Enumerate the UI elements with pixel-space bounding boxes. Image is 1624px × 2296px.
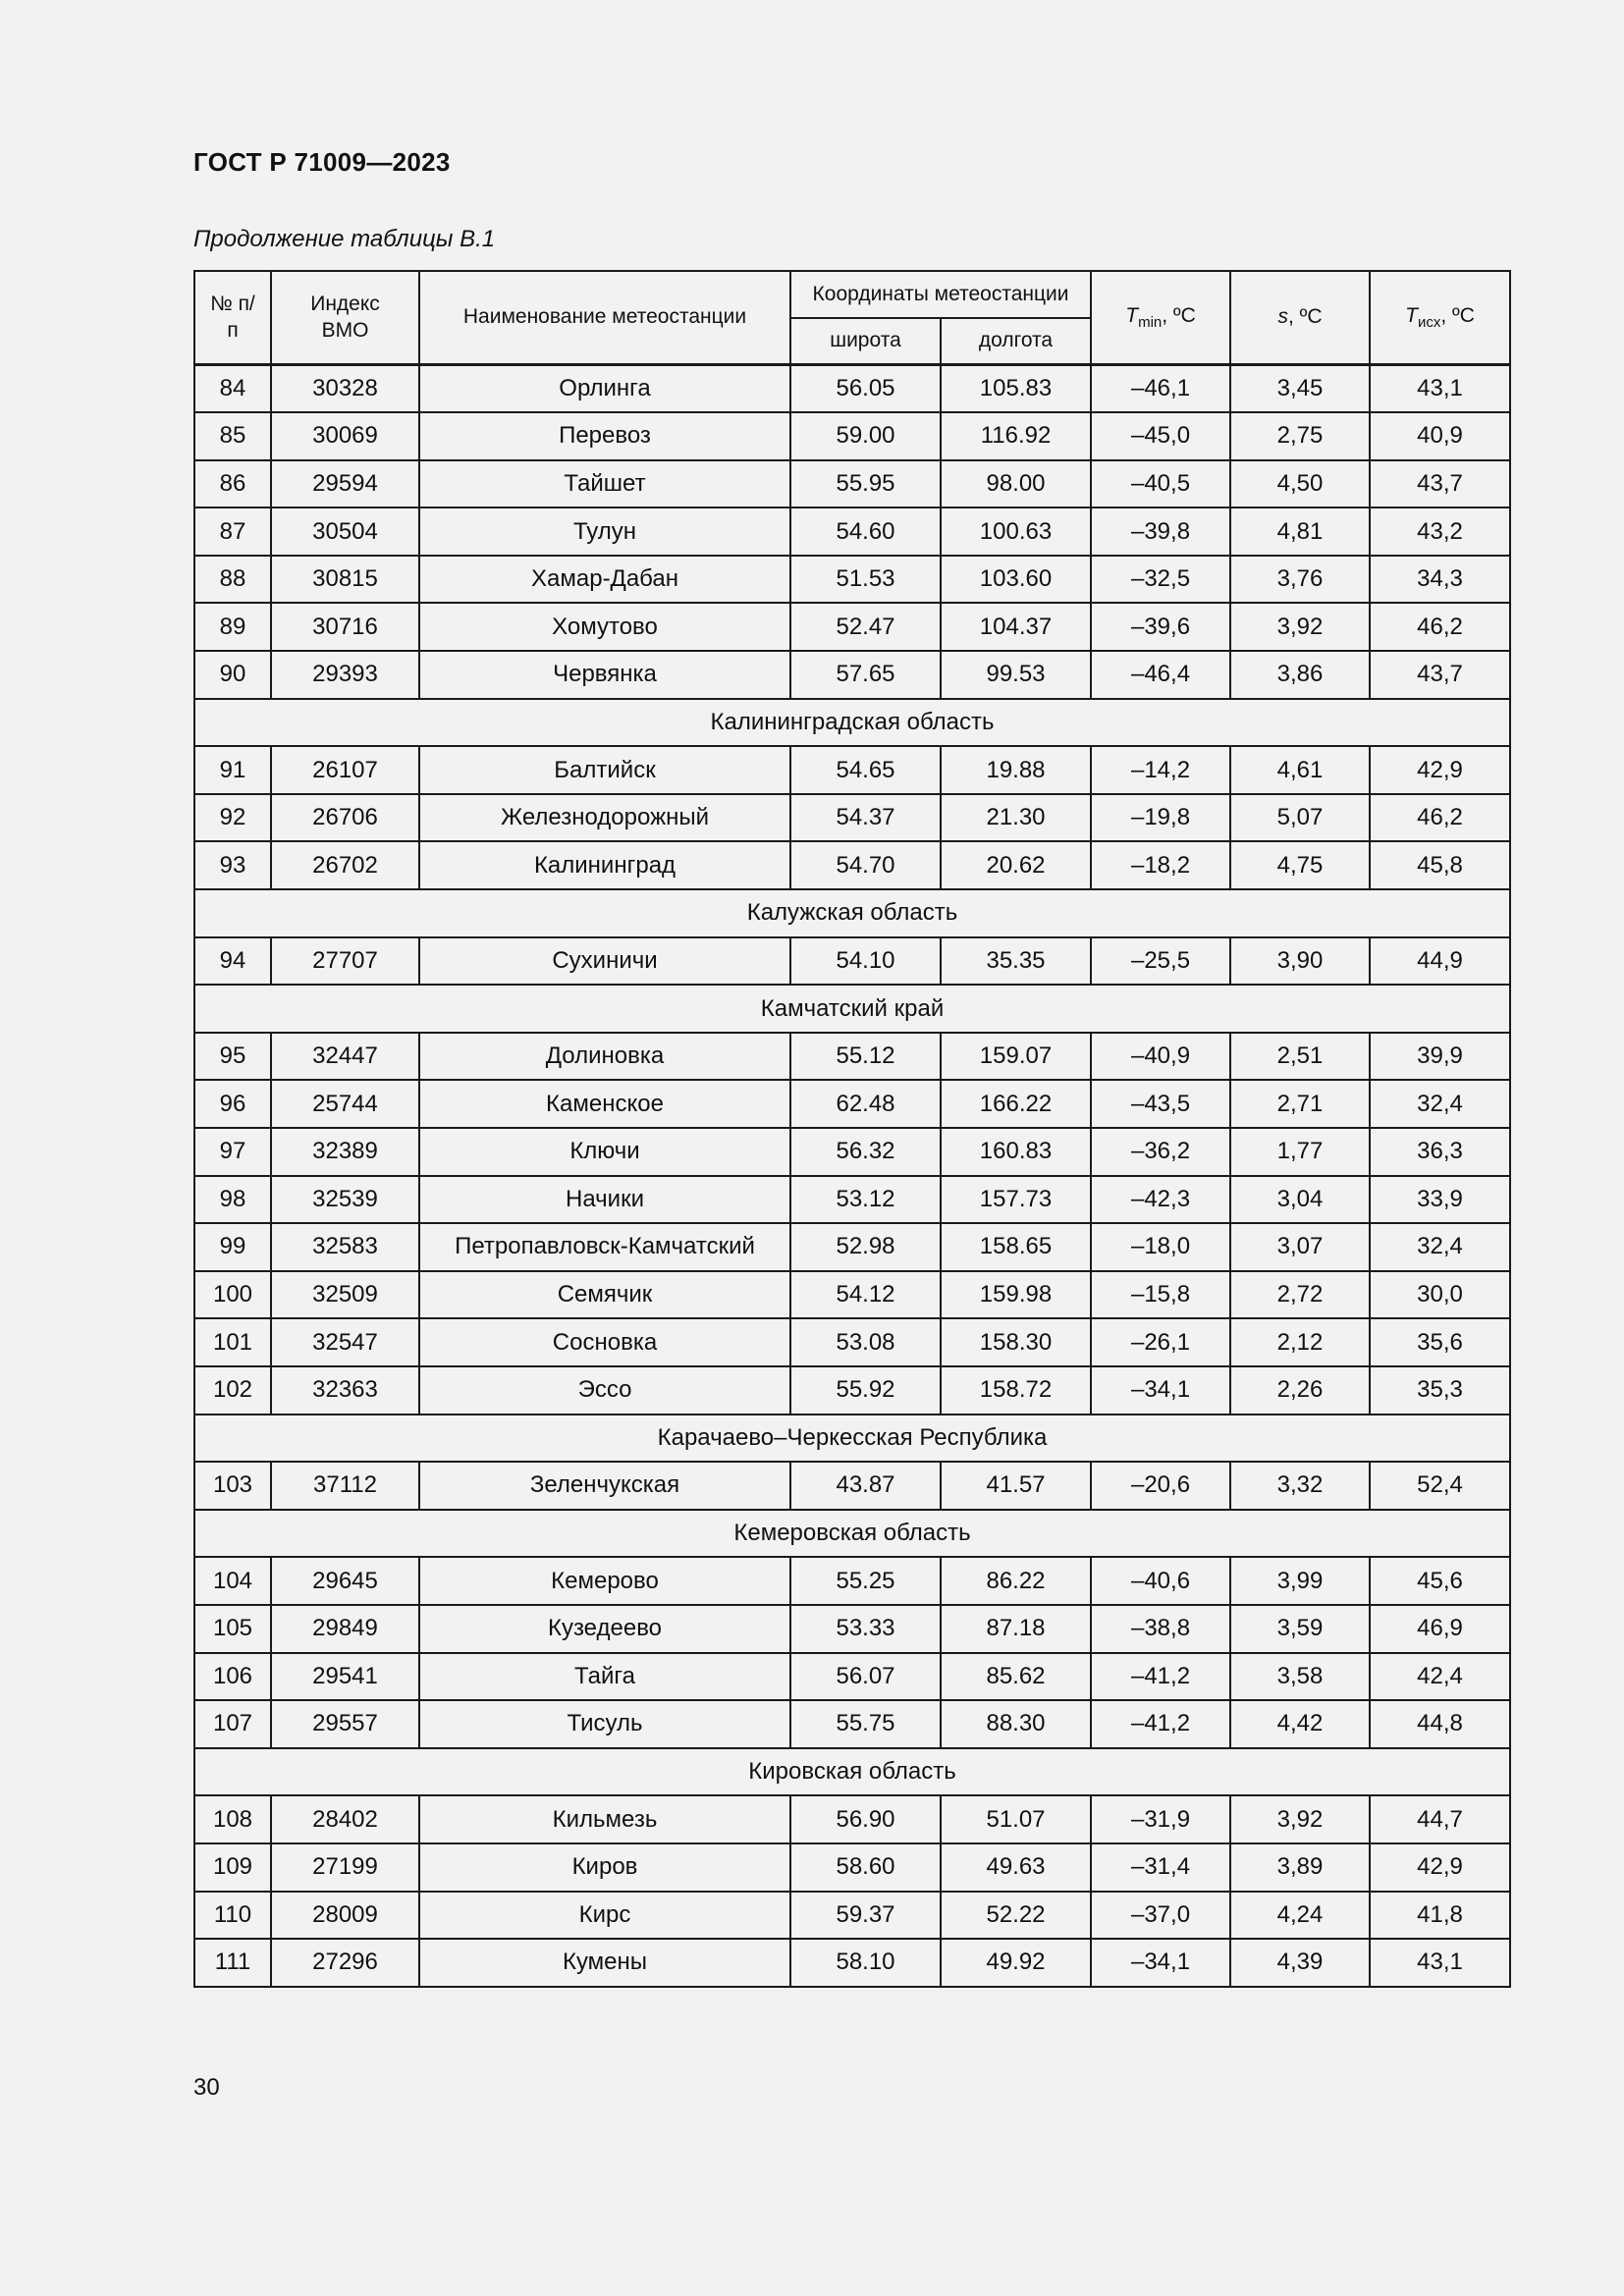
cell-num: 106 xyxy=(194,1653,271,1701)
cell-tmin: –42,3 xyxy=(1091,1176,1230,1224)
cell-name: Тисуль xyxy=(419,1700,790,1748)
cell-num: 89 xyxy=(194,603,271,651)
cell-name: Зеленчукская xyxy=(419,1462,790,1510)
table-row xyxy=(194,794,1510,842)
cell-tisx: 46,2 xyxy=(1370,794,1510,842)
cell-tmin: –31,9 xyxy=(1091,1795,1230,1843)
cell-index: 29594 xyxy=(271,460,419,508)
cell-name: Хомутово xyxy=(419,603,790,651)
cell-lon: 87.18 xyxy=(941,1605,1091,1653)
cell-num: 84 xyxy=(194,365,271,413)
cell-index: 30504 xyxy=(271,507,419,556)
cell-index: 32389 xyxy=(271,1128,419,1176)
cell-tisx: 45,6 xyxy=(1370,1557,1510,1605)
header-num: № п/п xyxy=(194,271,271,365)
cell-num: 105 xyxy=(194,1605,271,1653)
region-row xyxy=(194,699,1510,747)
cell-lat: 59.00 xyxy=(790,412,941,460)
cell-name: Балтийск xyxy=(419,746,790,794)
cell-lat: 53.12 xyxy=(790,1176,941,1224)
cell-lat: 55.95 xyxy=(790,460,941,508)
table-row xyxy=(194,1843,1510,1892)
cell-num: 108 xyxy=(194,1795,271,1843)
cell-tmin: –40,6 xyxy=(1091,1557,1230,1605)
cell-tisx: 43,1 xyxy=(1370,1939,1510,1987)
cell-num: 93 xyxy=(194,841,271,889)
region-name: Калужская область xyxy=(194,889,1510,937)
cell-name: Сухиничи xyxy=(419,937,790,986)
cell-name: Начики xyxy=(419,1176,790,1224)
cell-name: Семячик xyxy=(419,1271,790,1319)
cell-lat: 54.12 xyxy=(790,1271,941,1319)
cell-lon: 85.62 xyxy=(941,1653,1091,1701)
cell-name: Киров xyxy=(419,1843,790,1892)
cell-index: 30815 xyxy=(271,556,419,604)
cell-lon: 157.73 xyxy=(941,1176,1091,1224)
cell-num: 85 xyxy=(194,412,271,460)
cell-lat: 43.87 xyxy=(790,1462,941,1510)
table-row xyxy=(194,1271,1510,1319)
cell-num: 99 xyxy=(194,1223,271,1271)
cell-num: 111 xyxy=(194,1939,271,1987)
cell-tisx: 46,2 xyxy=(1370,603,1510,651)
cell-s: 3,90 xyxy=(1230,937,1370,986)
table-row xyxy=(194,1795,1510,1843)
cell-s: 2,26 xyxy=(1230,1366,1370,1415)
region-row xyxy=(194,1510,1510,1558)
region-name: Калининградская область xyxy=(194,699,1510,747)
header-index: Индекс ВМО xyxy=(271,271,419,365)
s-symbol: s xyxy=(1277,305,1288,329)
cell-name: Каменское xyxy=(419,1080,790,1128)
cell-index: 30328 xyxy=(271,365,419,413)
cell-lat: 56.90 xyxy=(790,1795,941,1843)
cell-name: Эссо xyxy=(419,1366,790,1415)
cell-tmin: –26,1 xyxy=(1091,1318,1230,1366)
cell-s: 4,39 xyxy=(1230,1939,1370,1987)
cell-tisx: 32,4 xyxy=(1370,1080,1510,1128)
table-row xyxy=(194,1128,1510,1176)
cell-lon: 21.30 xyxy=(941,794,1091,842)
cell-tisx: 44,7 xyxy=(1370,1795,1510,1843)
cell-lon: 158.65 xyxy=(941,1223,1091,1271)
cell-tmin: –46,1 xyxy=(1091,365,1230,413)
cell-name: Тайшет xyxy=(419,460,790,508)
table-row xyxy=(194,1033,1510,1081)
region-name: Кемеровская область xyxy=(194,1510,1510,1558)
table-row xyxy=(194,1653,1510,1701)
cell-s: 4,61 xyxy=(1230,746,1370,794)
cell-lat: 54.60 xyxy=(790,507,941,556)
cell-tisx: 33,9 xyxy=(1370,1176,1510,1224)
cell-lat: 52.98 xyxy=(790,1223,941,1271)
cell-tisx: 32,4 xyxy=(1370,1223,1510,1271)
tmin-unit: , ºС xyxy=(1162,303,1196,327)
cell-s: 4,50 xyxy=(1230,460,1370,508)
cell-tisx: 43,7 xyxy=(1370,651,1510,699)
cell-lon: 158.30 xyxy=(941,1318,1091,1366)
cell-tmin: –34,1 xyxy=(1091,1366,1230,1415)
cell-s: 3,92 xyxy=(1230,1795,1370,1843)
cell-tmin: –45,0 xyxy=(1091,412,1230,460)
cell-lon: 159.07 xyxy=(941,1033,1091,1081)
cell-lat: 55.75 xyxy=(790,1700,941,1748)
tisx-subscript: исх xyxy=(1417,313,1441,331)
cell-num: 92 xyxy=(194,794,271,842)
cell-s: 4,24 xyxy=(1230,1892,1370,1940)
cell-tisx: 43,7 xyxy=(1370,460,1510,508)
cell-lon: 116.92 xyxy=(941,412,1091,460)
cell-lat: 58.60 xyxy=(790,1843,941,1892)
cell-s: 3,04 xyxy=(1230,1176,1370,1224)
cell-tmin: –20,6 xyxy=(1091,1462,1230,1510)
region-row xyxy=(194,889,1510,937)
cell-index: 26107 xyxy=(271,746,419,794)
cell-index: 37112 xyxy=(271,1462,419,1510)
table-row xyxy=(194,651,1510,699)
cell-lat: 54.70 xyxy=(790,841,941,889)
cell-name: Тулун xyxy=(419,507,790,556)
s-unit: , ºС xyxy=(1288,305,1323,329)
cell-name: Тайга xyxy=(419,1653,790,1701)
cell-tmin: –46,4 xyxy=(1091,651,1230,699)
cell-index: 28009 xyxy=(271,1892,419,1940)
cell-s: 3,59 xyxy=(1230,1605,1370,1653)
cell-tmin: –36,2 xyxy=(1091,1128,1230,1176)
cell-name: Кильмезь xyxy=(419,1795,790,1843)
cell-index: 30716 xyxy=(271,603,419,651)
tisx-unit: , ºС xyxy=(1440,303,1475,327)
cell-num: 88 xyxy=(194,556,271,604)
table-row xyxy=(194,365,1510,413)
cell-tmin: –39,8 xyxy=(1091,507,1230,556)
cell-name: Петропавловск-Камчатский xyxy=(419,1223,790,1271)
cell-tmin: –31,4 xyxy=(1091,1843,1230,1892)
cell-index: 29849 xyxy=(271,1605,419,1653)
cell-tmin: –19,8 xyxy=(1091,794,1230,842)
cell-tisx: 34,3 xyxy=(1370,556,1510,604)
table-row xyxy=(194,937,1510,986)
cell-lat: 53.08 xyxy=(790,1318,941,1366)
cell-index: 32583 xyxy=(271,1223,419,1271)
region-name: Карачаево–Черкесская Республика xyxy=(194,1415,1510,1463)
table-row xyxy=(194,1176,1510,1224)
cell-tisx: 46,9 xyxy=(1370,1605,1510,1653)
cell-tisx: 43,2 xyxy=(1370,507,1510,556)
cell-tmin: –40,9 xyxy=(1091,1033,1230,1081)
header-name: Наименование метеостанции xyxy=(419,271,790,365)
table-row xyxy=(194,603,1510,651)
cell-name: Орлинга xyxy=(419,365,790,413)
cell-tisx: 42,9 xyxy=(1370,1843,1510,1892)
cell-lat: 55.25 xyxy=(790,1557,941,1605)
cell-index: 32539 xyxy=(271,1176,419,1224)
header-longitude: долгота xyxy=(941,318,1091,365)
cell-tisx: 35,6 xyxy=(1370,1318,1510,1366)
cell-s: 3,07 xyxy=(1230,1223,1370,1271)
cell-index: 29645 xyxy=(271,1557,419,1605)
cell-num: 110 xyxy=(194,1892,271,1940)
cell-num: 94 xyxy=(194,937,271,986)
cell-index: 30069 xyxy=(271,412,419,460)
cell-s: 4,42 xyxy=(1230,1700,1370,1748)
cell-lat: 56.05 xyxy=(790,365,941,413)
cell-num: 91 xyxy=(194,746,271,794)
header-s xyxy=(1230,271,1370,365)
cell-index: 27296 xyxy=(271,1939,419,1987)
cell-num: 104 xyxy=(194,1557,271,1605)
cell-num: 96 xyxy=(194,1080,271,1128)
cell-name: Кирс xyxy=(419,1892,790,1940)
table-row xyxy=(194,1557,1510,1605)
cell-tisx: 30,0 xyxy=(1370,1271,1510,1319)
table-row xyxy=(194,1223,1510,1271)
cell-s: 4,81 xyxy=(1230,507,1370,556)
cell-s: 1,77 xyxy=(1230,1128,1370,1176)
cell-lat: 56.32 xyxy=(790,1128,941,1176)
cell-tisx: 36,3 xyxy=(1370,1128,1510,1176)
cell-name: Хамар-Дабан xyxy=(419,556,790,604)
cell-lat: 62.48 xyxy=(790,1080,941,1128)
cell-lon: 99.53 xyxy=(941,651,1091,699)
cell-lon: 19.88 xyxy=(941,746,1091,794)
cell-lon: 98.00 xyxy=(941,460,1091,508)
cell-name: Железнодорожный xyxy=(419,794,790,842)
cell-s: 3,89 xyxy=(1230,1843,1370,1892)
cell-name: Кумены xyxy=(419,1939,790,1987)
cell-num: 101 xyxy=(194,1318,271,1366)
cell-tmin: –14,2 xyxy=(1091,746,1230,794)
cell-index: 32363 xyxy=(271,1366,419,1415)
tisx-symbol: T xyxy=(1405,303,1418,327)
table-row xyxy=(194,1605,1510,1653)
cell-lon: 51.07 xyxy=(941,1795,1091,1843)
cell-s: 4,75 xyxy=(1230,841,1370,889)
cell-s: 5,07 xyxy=(1230,794,1370,842)
table-row xyxy=(194,746,1510,794)
table-row xyxy=(194,1318,1510,1366)
cell-s: 2,51 xyxy=(1230,1033,1370,1081)
table-row xyxy=(194,1462,1510,1510)
cell-index: 26702 xyxy=(271,841,419,889)
cell-lon: 100.63 xyxy=(941,507,1091,556)
cell-tmin: –15,8 xyxy=(1091,1271,1230,1319)
cell-index: 29557 xyxy=(271,1700,419,1748)
cell-lon: 166.22 xyxy=(941,1080,1091,1128)
cell-lon: 52.22 xyxy=(941,1892,1091,1940)
page-number: 30 xyxy=(193,2074,220,2101)
cell-tisx: 41,8 xyxy=(1370,1892,1510,1940)
cell-s: 3,45 xyxy=(1230,365,1370,413)
cell-index: 32547 xyxy=(271,1318,419,1366)
cell-s: 3,99 xyxy=(1230,1557,1370,1605)
cell-lat: 54.37 xyxy=(790,794,941,842)
cell-lat: 57.65 xyxy=(790,651,941,699)
cell-tisx: 42,9 xyxy=(1370,746,1510,794)
cell-tmin: –39,6 xyxy=(1091,603,1230,651)
cell-lon: 158.72 xyxy=(941,1366,1091,1415)
cell-num: 107 xyxy=(194,1700,271,1748)
table-row xyxy=(194,412,1510,460)
cell-tmin: –37,0 xyxy=(1091,1892,1230,1940)
cell-num: 102 xyxy=(194,1366,271,1415)
cell-num: 109 xyxy=(194,1843,271,1892)
cell-s: 3,86 xyxy=(1230,651,1370,699)
table-body xyxy=(194,365,1510,1987)
cell-tmin: –25,5 xyxy=(1091,937,1230,986)
header-coordinates: Координаты метеостанции xyxy=(790,271,1091,318)
table-row xyxy=(194,507,1510,556)
cell-name: Кузедеево xyxy=(419,1605,790,1653)
cell-name: Сосновка xyxy=(419,1318,790,1366)
cell-tmin: –18,2 xyxy=(1091,841,1230,889)
cell-index: 27707 xyxy=(271,937,419,986)
cell-num: 98 xyxy=(194,1176,271,1224)
cell-tisx: 42,4 xyxy=(1370,1653,1510,1701)
table-header xyxy=(194,271,1510,365)
header-tisx xyxy=(1370,271,1510,365)
cell-tmin: –43,5 xyxy=(1091,1080,1230,1128)
cell-lon: 86.22 xyxy=(941,1557,1091,1605)
cell-tmin: –34,1 xyxy=(1091,1939,1230,1987)
region-row xyxy=(194,1748,1510,1796)
table-row xyxy=(194,841,1510,889)
cell-num: 95 xyxy=(194,1033,271,1081)
cell-name: Кемерово xyxy=(419,1557,790,1605)
cell-lon: 49.63 xyxy=(941,1843,1091,1892)
cell-tmin: –18,0 xyxy=(1091,1223,1230,1271)
cell-name: Перевоз xyxy=(419,412,790,460)
cell-tmin: –32,5 xyxy=(1091,556,1230,604)
region-row xyxy=(194,1415,1510,1463)
region-name: Кировская область xyxy=(194,1748,1510,1796)
cell-name: Калининград xyxy=(419,841,790,889)
cell-lon: 160.83 xyxy=(941,1128,1091,1176)
table-row xyxy=(194,1366,1510,1415)
cell-lon: 41.57 xyxy=(941,1462,1091,1510)
cell-s: 2,75 xyxy=(1230,412,1370,460)
cell-lat: 52.47 xyxy=(790,603,941,651)
tmin-symbol: T xyxy=(1125,303,1139,327)
region-name: Камчатский край xyxy=(194,985,1510,1033)
cell-index: 32447 xyxy=(271,1033,419,1081)
cell-lon: 49.92 xyxy=(941,1939,1091,1987)
cell-lat: 56.07 xyxy=(790,1653,941,1701)
cell-lat: 55.12 xyxy=(790,1033,941,1081)
cell-index: 29541 xyxy=(271,1653,419,1701)
cell-num: 103 xyxy=(194,1462,271,1510)
cell-s: 2,12 xyxy=(1230,1318,1370,1366)
cell-s: 3,58 xyxy=(1230,1653,1370,1701)
cell-num: 86 xyxy=(194,460,271,508)
cell-tisx: 52,4 xyxy=(1370,1462,1510,1510)
header-tmin xyxy=(1091,271,1230,365)
cell-lon: 159.98 xyxy=(941,1271,1091,1319)
cell-num: 90 xyxy=(194,651,271,699)
cell-lon: 104.37 xyxy=(941,603,1091,651)
cell-lon: 103.60 xyxy=(941,556,1091,604)
cell-name: Червянка xyxy=(419,651,790,699)
cell-lat: 51.53 xyxy=(790,556,941,604)
cell-tisx: 45,8 xyxy=(1370,841,1510,889)
cell-s: 2,72 xyxy=(1230,1271,1370,1319)
cell-s: 3,76 xyxy=(1230,556,1370,604)
cell-lat: 54.10 xyxy=(790,937,941,986)
cell-tisx: 44,8 xyxy=(1370,1700,1510,1748)
cell-lon: 35.35 xyxy=(941,937,1091,986)
region-row xyxy=(194,985,1510,1033)
cell-name: Долиновка xyxy=(419,1033,790,1081)
cell-tisx: 40,9 xyxy=(1370,412,1510,460)
cell-index: 26706 xyxy=(271,794,419,842)
cell-tmin: –41,2 xyxy=(1091,1700,1230,1748)
cell-lon: 20.62 xyxy=(941,841,1091,889)
cell-index: 28402 xyxy=(271,1795,419,1843)
cell-tisx: 39,9 xyxy=(1370,1033,1510,1081)
cell-index: 27199 xyxy=(271,1843,419,1892)
cell-tmin: –38,8 xyxy=(1091,1605,1230,1653)
cell-name: Ключи xyxy=(419,1128,790,1176)
cell-lat: 59.37 xyxy=(790,1892,941,1940)
cell-s: 2,71 xyxy=(1230,1080,1370,1128)
cell-tisx: 35,3 xyxy=(1370,1366,1510,1415)
cell-num: 87 xyxy=(194,507,271,556)
header-latitude: широта xyxy=(790,318,941,365)
cell-num: 100 xyxy=(194,1271,271,1319)
cell-tmin: –41,2 xyxy=(1091,1653,1230,1701)
cell-lon: 105.83 xyxy=(941,365,1091,413)
tmin-subscript: min xyxy=(1138,313,1163,331)
table-row xyxy=(194,1080,1510,1128)
cell-s: 3,92 xyxy=(1230,603,1370,651)
stations-table xyxy=(193,270,1511,1988)
cell-tisx: 43,1 xyxy=(1370,365,1510,413)
table-row xyxy=(194,556,1510,604)
cell-tisx: 44,9 xyxy=(1370,937,1510,986)
table-row xyxy=(194,1892,1510,1940)
cell-num: 97 xyxy=(194,1128,271,1176)
table-row xyxy=(194,460,1510,508)
cell-index: 25744 xyxy=(271,1080,419,1128)
cell-lat: 53.33 xyxy=(790,1605,941,1653)
table-row xyxy=(194,1939,1510,1987)
cell-index: 32509 xyxy=(271,1271,419,1319)
cell-lat: 55.92 xyxy=(790,1366,941,1415)
cell-lat: 54.65 xyxy=(790,746,941,794)
cell-tmin: –40,5 xyxy=(1091,460,1230,508)
table-row xyxy=(194,1700,1510,1748)
cell-s: 3,32 xyxy=(1230,1462,1370,1510)
cell-lon: 88.30 xyxy=(941,1700,1091,1748)
cell-index: 29393 xyxy=(271,651,419,699)
cell-lat: 58.10 xyxy=(790,1939,941,1987)
table-caption: Продолжение таблицы В.1 xyxy=(193,226,496,252)
document-header: ГОСТ Р 71009—2023 xyxy=(193,147,451,177)
